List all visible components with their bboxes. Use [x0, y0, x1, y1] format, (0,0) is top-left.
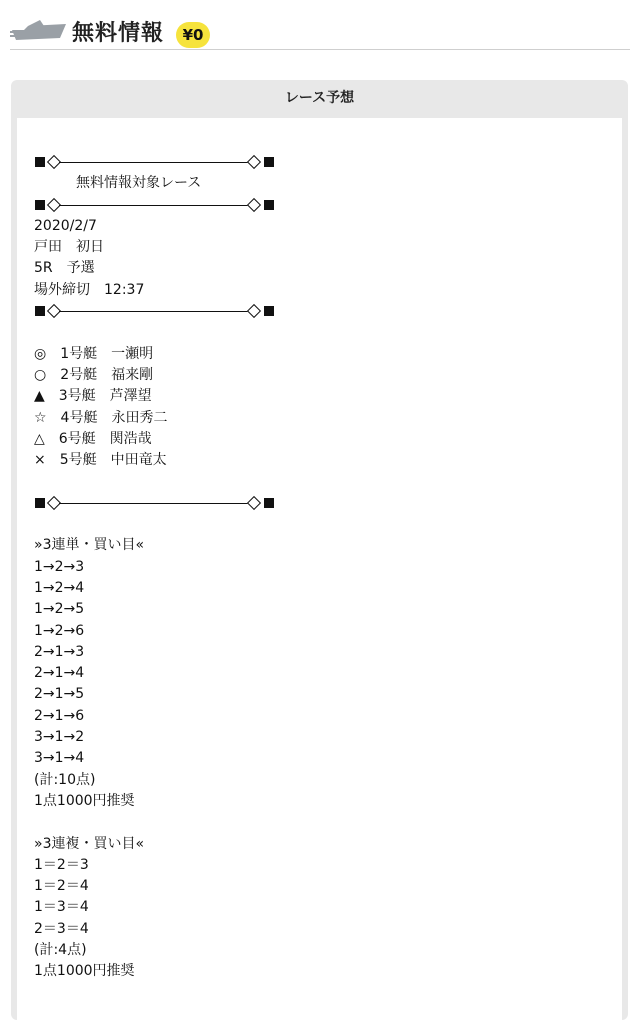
ornament-divider: [34, 195, 275, 216]
list-item: ▲ 3号艇 芦澤望: [34, 388, 152, 405]
race-prediction-panel: [11, 80, 628, 1020]
header-divider: [10, 49, 630, 50]
list-item: 2→1→5: [34, 686, 85, 703]
trifecta-stake: 1点1000円推奨: [34, 792, 135, 809]
list-item: △ 6号艇 関浩哉: [34, 430, 152, 447]
list-item: 2→1→4: [34, 665, 85, 682]
race-venue: 戸田 初日: [34, 239, 104, 256]
page-title: 無料情報: [72, 21, 165, 46]
race-label: 無料情報対象レース: [76, 175, 202, 192]
list-item: 1＝3＝4: [34, 899, 89, 916]
race-date: 2020/2/7: [34, 217, 97, 234]
boat-logo-icon: [10, 18, 68, 48]
panel-body: [17, 118, 622, 1020]
pick-list: [34, 344, 275, 472]
list-item: 3→1→2: [34, 729, 85, 746]
list-item: 3→1→4: [34, 750, 85, 767]
ornament-divider: [34, 301, 275, 322]
list-item: ◎ 1号艇 一瀬明: [34, 345, 154, 362]
trio-heading: »3連複・買い目«: [34, 835, 145, 852]
panel-title: レース予想: [284, 90, 355, 106]
price-badge: ¥0: [176, 22, 210, 48]
list-item: 1＝2＝3: [34, 856, 89, 873]
ornament-divider: [34, 493, 275, 514]
site-header: [0, 0, 640, 52]
trio-total: (計:4点): [34, 941, 87, 958]
list-item: 1→2→4: [34, 579, 85, 596]
list-item: ☆ 4号艇 永田秀二: [34, 409, 168, 426]
prediction-content: [34, 152, 275, 983]
list-item: 1＝2＝4: [34, 878, 89, 895]
list-item: ○ 2号艇 福来剛: [34, 366, 154, 383]
race-number: 5R 予選: [34, 260, 95, 277]
list-item: 1→2→3: [34, 558, 85, 575]
list-item: 1→2→5: [34, 601, 85, 618]
list-item: 2＝3＝4: [34, 920, 89, 937]
trio-stake: 1点1000円推奨: [34, 963, 135, 980]
race-deadline: 場外締切 12:37: [34, 281, 145, 298]
list-item: 2→1→3: [34, 643, 85, 660]
list-item: × 5号艇 中田竜太: [34, 452, 167, 469]
trifecta-heading: »3連単・買い目«: [34, 537, 145, 554]
list-item: 1→2→6: [34, 622, 85, 639]
ornament-divider: [34, 152, 275, 173]
trio-section: [34, 834, 275, 983]
trifecta-section: [34, 535, 275, 812]
trifecta-total: (計:10点): [34, 771, 96, 788]
list-item: 2→1→6: [34, 707, 85, 724]
